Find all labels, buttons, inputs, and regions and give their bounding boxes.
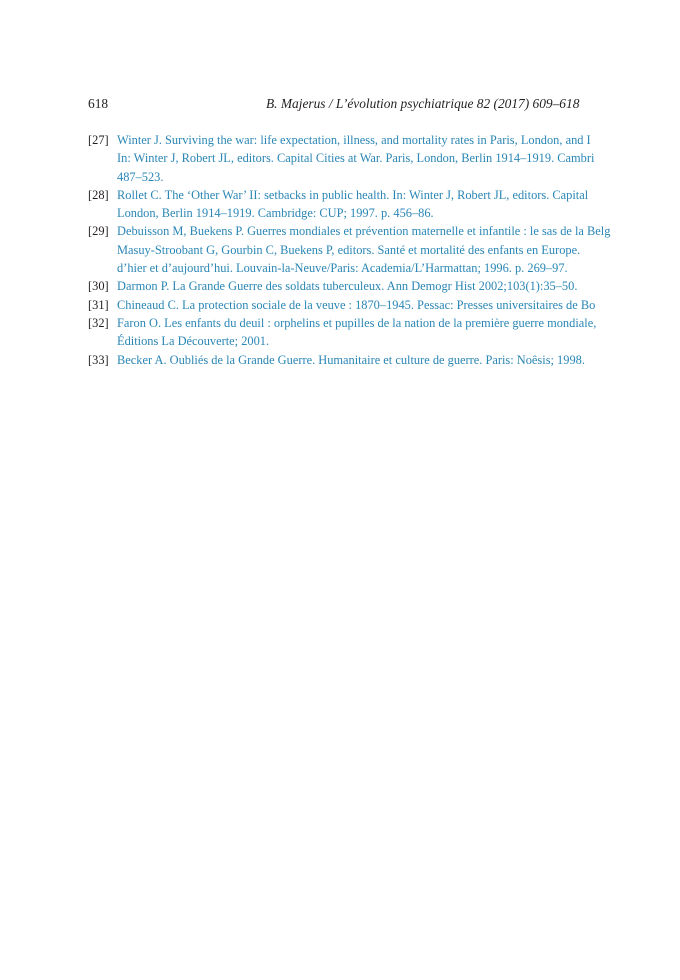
- reference-item-32: [88, 314, 680, 351]
- reference-list: [88, 131, 680, 369]
- reference-number: [32]: [88, 315, 109, 330]
- reference-text[interactable]: [117, 351, 585, 369]
- reference-line: d’hier et d’aujourd’hui. Louvain-la-Neuve/Paris: Academia/L’Harmattan; 1996. p. 269–97.: [117, 261, 568, 276]
- reference-item-33: [88, 351, 680, 369]
- reference-line: 487–523.: [117, 169, 164, 184]
- reference-number: [31]: [88, 297, 109, 312]
- reference-line: Faron O. Les enfants du deuil : orphelins et pupilles de la nation de la première guerre mondiale,: [117, 315, 597, 330]
- reference-line: London, Berlin 1914–1919. Cambridge: CUP; 1997. p. 456–86.: [117, 206, 434, 221]
- reference-number: [27]: [88, 133, 109, 147]
- reference-number: [29]: [88, 224, 109, 239]
- reference-item-31: [88, 296, 680, 314]
- reference-number: [30]: [88, 279, 109, 294]
- reference-line: Éditions La Découverte; 2001.: [117, 334, 270, 349]
- reference-line: Darmon P. La Grande Guerre des soldats tuberculeux. Ann Demogr Hist 2002;103(1):35–50.: [117, 279, 578, 294]
- running-header: [88, 94, 680, 114]
- reference-item-28: [88, 186, 680, 223]
- reference-item-30: [88, 277, 680, 295]
- reference-line: Debuisson M, Buekens P. Guerres mondiales et prévention maternelle et infantile : le sas de la Belg: [117, 224, 611, 239]
- reference-line: Winter J. Surviving the war: life expectation, illness, and mortality rates in Paris, London, and I: [117, 133, 591, 147]
- reference-number: [28]: [88, 187, 109, 202]
- reference-text[interactable]: [117, 222, 610, 277]
- reference-line: Rollet C. The ‘Other War’ II: setbacks in public health. In: Winter J, Robert JL, editors. Capital: [117, 187, 589, 202]
- reference-text[interactable]: [117, 131, 594, 186]
- reference-text[interactable]: [117, 296, 595, 314]
- reference-item-29: [88, 222, 680, 277]
- reference-item-27: [88, 131, 680, 186]
- reference-number: [33]: [88, 352, 109, 367]
- journal-citation-header: B. Majerus / L’évolution psychiatrique 82 (2017) 609–618: [266, 96, 580, 111]
- reference-line: Masuy-Stroobant G, Gourbin C, Buekens P, editors. Santé et mortalité des enfants en Europe.: [117, 242, 581, 257]
- reference-text[interactable]: [117, 277, 577, 295]
- reference-text[interactable]: [117, 186, 588, 223]
- reference-line: Chineaud C. La protection sociale de la veuve : 1870–1945. Pessac: Presses universitaires de Bo: [117, 297, 596, 312]
- reference-text[interactable]: [117, 314, 596, 351]
- reference-line: Becker A. Oubliés de la Grande Guerre. Humanitaire et culture de guerre. Paris: Noêsis; 1998.: [117, 352, 585, 367]
- page-number: 618: [88, 96, 109, 111]
- reference-line: In: Winter J, Robert JL, editors. Capital Cities at War. Paris, London, Berlin 1914–1919. Cambri: [117, 151, 595, 166]
